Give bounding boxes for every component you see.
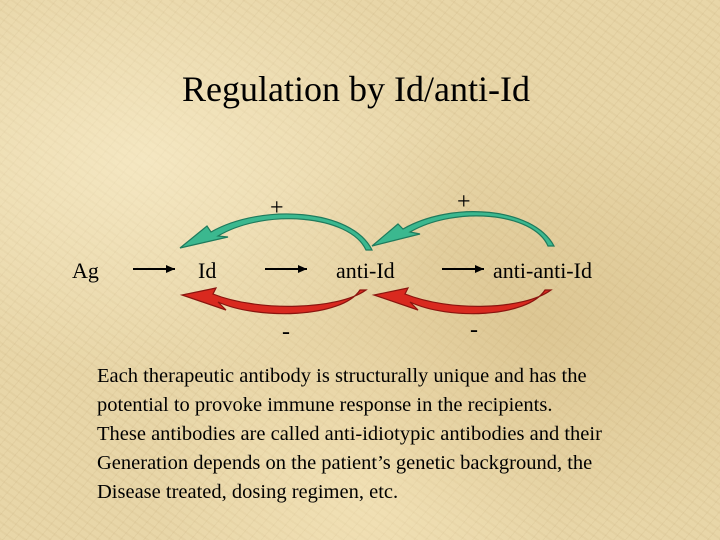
positive-sign-left: + bbox=[270, 195, 284, 221]
body-line: These antibodies are called anti-idiotypic antibodies and their bbox=[97, 423, 602, 445]
node-anti-id: anti-Id bbox=[336, 258, 395, 283]
body-line: Disease treated, dosing regimen, etc. bbox=[97, 481, 399, 503]
node-anti-anti-id: anti-anti-Id bbox=[493, 258, 592, 283]
body-paragraph bbox=[97, 362, 707, 507]
positive-arrow-anti-anti-id-to-anti-id bbox=[372, 212, 554, 246]
slide-title: Regulation by Id/anti-Id bbox=[182, 69, 530, 109]
node-id: Id bbox=[198, 258, 217, 283]
negative-sign-left: - bbox=[282, 319, 290, 345]
body-line: potential to provoke immune response in the recipients. bbox=[97, 394, 553, 416]
negative-arrow-anti-anti-id-to-anti-id bbox=[374, 288, 551, 314]
negative-arrow-anti-id-to-id bbox=[182, 288, 366, 314]
positive-sign-right: + bbox=[457, 189, 471, 215]
body-line: Each therapeutic antibody is structurally unique and has the bbox=[97, 365, 587, 387]
negative-sign-right: - bbox=[470, 317, 478, 343]
node-ag: Ag bbox=[72, 258, 99, 283]
body-line: Generation depends on the patient’s genetic background, the bbox=[97, 452, 593, 474]
